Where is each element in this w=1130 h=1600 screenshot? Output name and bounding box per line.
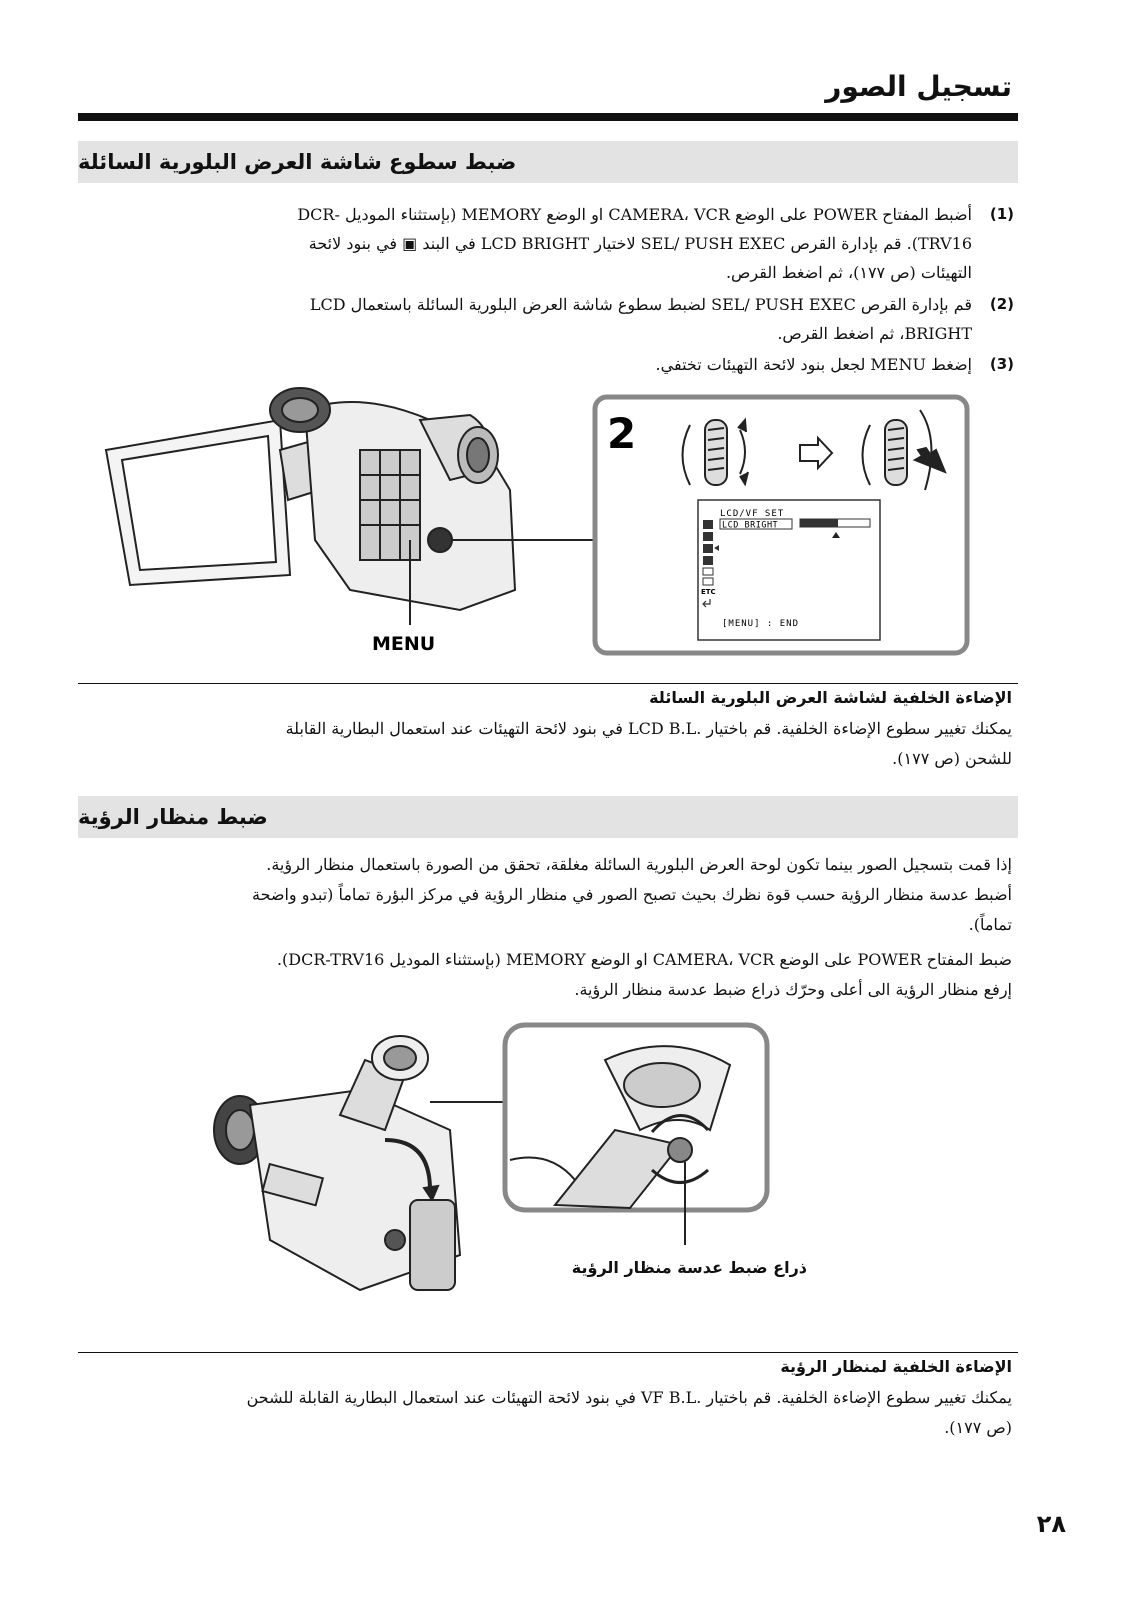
viewfinder-lever-caption: ذراع ضبط عدسة منظار الرؤية [571,1258,807,1277]
camcorder-illustration [106,388,515,625]
section-heading-viewfinder [78,796,1018,838]
para-line: أضبط عدسة منظار الرؤية حسب قوة نظرك بحيث تصبح الصور في منظار الرؤية في مركز البؤرة تماماً (تبدو واضحة [251,885,1012,904]
step-number: (3) [989,355,1014,373]
note-line: يمكنك تغيير سطوع الإضاءة الخلفية. قم باختيار .LCD B.L في بنود لائحة التهيئات عند استعمال البطارية القابلة [285,719,1012,738]
step-number: (2) [989,295,1014,313]
step-2 [78,290,1012,348]
section-heading-text: ضبط منظار الرؤية [78,805,268,829]
step-line: إضغط MENU لجعل بنود لائحة التهيئات تختفي. [655,355,972,374]
menu-end-label: [MENU] : END [722,619,800,629]
step-line: التهيئات (ص ١٧٧)، ثم اضغط القرص. [725,263,972,282]
step-line: BRIGHT، ثم اضغط القرص. [777,324,972,343]
para-line: تماماً). [968,915,1012,934]
camcorder-viewfinder-illustration [214,1036,460,1290]
note-line: يمكنك تغيير سطوع الإضاءة الخلفية. قم باختيار .VF B.L في بنود لائحة التهيئات عند استعمال البطارية القابلة للشحن [246,1388,1012,1407]
menu-etc-label: ETC [701,588,716,596]
section-heading-text: ضبط سطوع شاشة العرض البلورية السائلة [78,150,517,174]
title-rule [78,113,1018,121]
note-title-vf-backlight: الإضاءة الخلفية لمنظار الرؤية [780,1357,1012,1376]
step-1 [78,200,1012,287]
para-line: إذا قمت بتسجيل الصور بينما تكون لوحة العرض البلورية السائلة مغلقة، تحقق من الصورة باستعمال منظار الرؤية. [266,855,1012,874]
note-title-lcd-backlight: الإضاءة الخلفية لشاشة العرض البلورية السائلة [649,688,1012,707]
viewfinder-intro [78,850,1012,940]
menu-screen-heading: LCD/VF SET [720,509,785,519]
page-number: ٢٨ [1036,1510,1066,1538]
note-rule [78,683,1018,684]
note-line: للشحن (ص ١٧٧). [892,749,1012,768]
viewfinder-instructions [78,945,1012,1005]
menu-label: MENU [372,633,436,655]
note-body-vf-backlight [78,1383,1012,1443]
step-3 [78,350,1012,379]
step-number-badge: 2 [607,409,637,458]
section-heading-lcd-brightness [78,141,1018,183]
camcorder-lcd-figure [100,380,1000,680]
brightness-bar-fill [800,519,838,527]
step-line: قم بإدارة القرص SEL/ PUSH EXEC لضبط سطوع شاشة العرض البلورية السائلة باستعمال LCD [309,295,972,314]
step-number: (1) [989,205,1014,223]
page-title: تسجيل الصور [825,70,1012,103]
para-line: إرفع منظار الرؤية الى أعلى وحرّك ذراع ضبط عدسة منظار الرؤية. [574,980,1012,999]
note-rule [78,1352,1018,1353]
menu-item-lcd-bright: LCD BRIGHT [722,520,779,531]
para-line: ضبط المفتاح POWER على الوضع CAMERA، VCR او الوضع MEMORY (بإستثناء الموديل DCR-TRV16). [276,950,1012,969]
step-line: TRV16). قم بإدارة القرص SEL/ PUSH EXEC لاختيار LCD BRIGHT في البند ▣ في بنود لائحة [308,234,972,253]
note-body-lcd-backlight [78,714,1012,774]
step-line: أضبط المفتاح POWER على الوضع CAMERA، VCR او الوضع MEMORY (بإستثناء الموديل -DCR [297,205,972,224]
note-line: (ص ١٧٧). [944,1418,1012,1437]
